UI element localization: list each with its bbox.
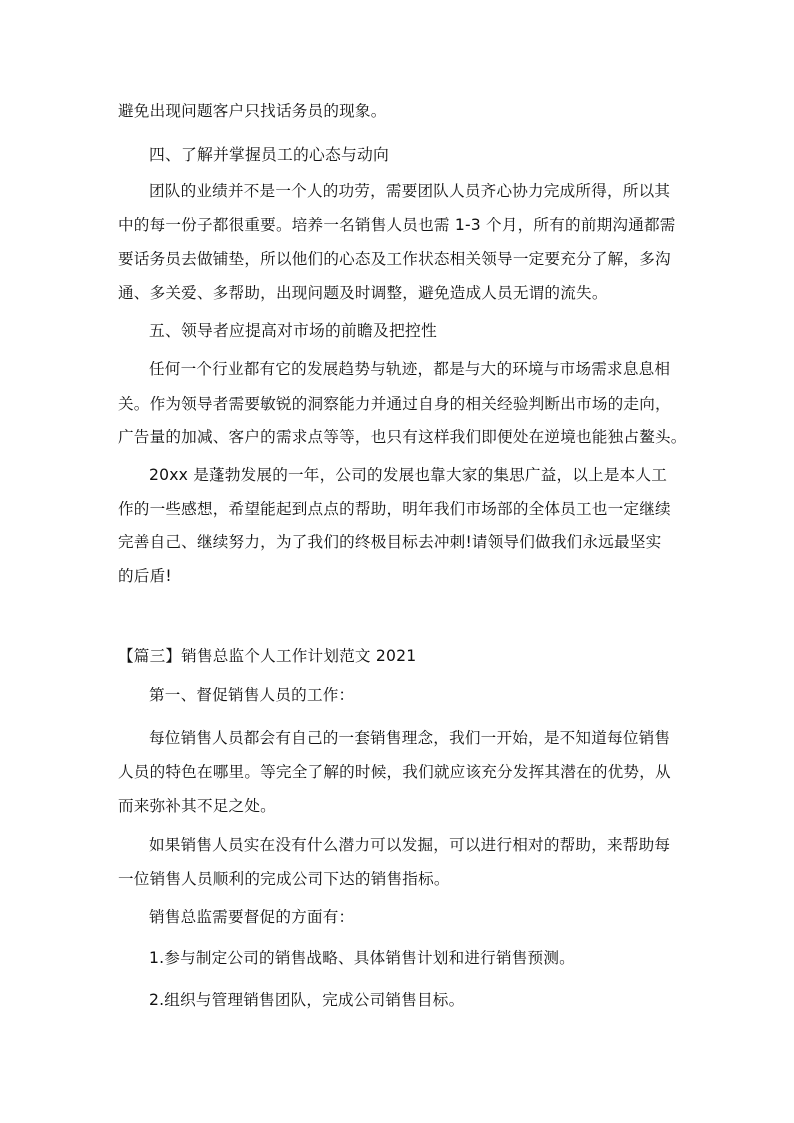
paragraph-line: 中的每一份子都很重要。培养一名销售人员也需 1-3 个月，所有的前期沟通都需 [118,216,676,234]
section-title: 【篇三】销售总监个人工作计划范文 2021 [118,647,417,665]
paragraph-line: 如果销售人员实在没有什么潜力可以发掘，可以进行相对的帮助，来帮助每 [149,836,671,854]
paragraph-line: 作的一些感想，希望能起到点点的帮助，明年我们市场部的全体员工也一定继续 [118,500,671,518]
paragraph-line: 每位销售人员都会有自己的一套销售理念，我们一开始，是不知道每位销售 [149,729,671,747]
paragraph-line: 完善自己、继续努力，为了我们的终极目标去冲刺!请领导们做我们永远最坚实 [118,533,662,551]
subheading-first: 第一、督促销售人员的工作： [149,686,355,704]
paragraph-line: 而来弥补其不足之处。 [118,797,276,815]
paragraph-line: 广告量的加减、客户的需求点等等，也只有这样我们即便处在逆境也能独占鳌头。 [118,428,687,446]
paragraph-line: 通、多关爱、多帮助，出现问题及时调整，避免造成人员无谓的流失。 [118,284,608,302]
paragraph-line: 20xx 是蓬勃发展的一年，公司的发展也靠大家的集思广益，以上是本人工 [149,466,668,484]
paragraph-line: 的后盾! [118,567,172,585]
paragraph-line: 避免出现问题客户只找话务员的现象。 [118,102,387,120]
paragraph-line: 团队的业绩并不是一个人的功劳，需要团队人员齐心协力完成所得，所以其 [149,182,671,200]
paragraph-line: 要话务员去做铺垫，所以他们的心态及工作状态相关领导一定要充分了解，多沟 [118,250,671,268]
paragraph-line: 销售总监需要督促的方面有： [149,908,355,926]
paragraph-line: 人员的特色在哪里。等完全了解的时候，我们就应该充分发挥其潜在的优势，从 [118,763,671,781]
list-item: 1.参与制定公司的销售战略、具体销售计划和进行销售预测。 [149,949,575,967]
list-item: 2.组织与管理销售团队，完成公司销售目标。 [149,991,465,1009]
paragraph-line: 任何一个行业都有它的发展趋势与轨迹，都是与大的环境与市场需求息息相 [149,360,671,378]
paragraph-line: 关。作为领导者需要敏锐的洞察能力并通过自身的相关经验判断出市场的走向， [118,395,671,413]
heading-section-5: 五、领导者应提高对市场的前瞻及把控性 [149,321,437,340]
heading-section-4: 四、了解并掌握员工的心态与动向 [149,145,389,164]
paragraph-line: 一位销售人员顺利的完成公司下达的销售指标。 [118,870,450,888]
